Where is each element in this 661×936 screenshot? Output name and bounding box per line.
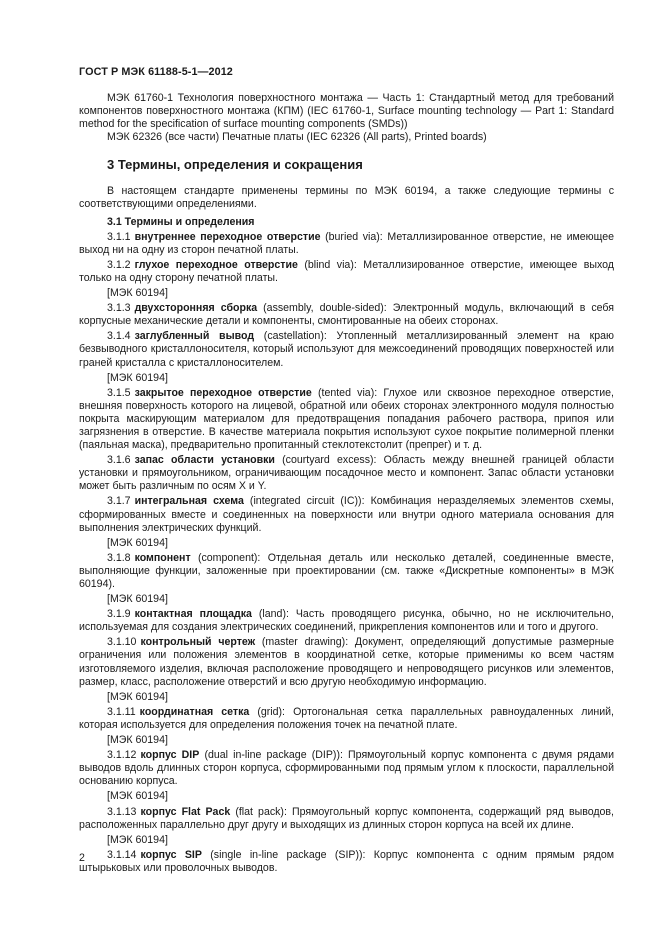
term-entry	[79, 849, 614, 875]
term-number: 3.1.13	[107, 805, 137, 818]
term-number: 3.1.8	[107, 551, 131, 564]
term-number: 3.1.4	[107, 330, 131, 343]
term-definition: (master drawing): Документ, определяющий допустимые размерные ограничения или положения элементов в координатной сетке, которые применимы ко всем частям изготовляемого изделия, включая расположение проводящего и непроводящего рисунков или элементов, размер, класс, расположение отверстий и всю другую необходимую информацию.	[79, 636, 615, 688]
term-definition: (integrated circuit (IC)): Комбинация неразделяемых элементов схемы, сформированных вместе и соединенных на поверхности или внутри одного материала основания для выполнения электрических функций.	[79, 495, 614, 534]
term-name: корпус Flat Pack	[140, 805, 231, 818]
term-entry	[79, 608, 614, 634]
term-source: [МЭК 60194]	[107, 734, 168, 747]
term-entry	[79, 706, 614, 732]
term-source: [МЭК 60194]	[107, 790, 168, 803]
term-definition: (assembly, double-sided): Электронный модуль, включающий в себя корпусные механические детали и компоненты, смонтированные на обеих сторонах.	[79, 302, 614, 328]
term-number: 3.1.10	[107, 636, 137, 649]
term-name: закрытое переходное отверстие	[134, 386, 312, 399]
term-name: заглубленный вывод	[134, 330, 255, 343]
page-number: 2	[79, 852, 85, 864]
term-entry	[79, 495, 614, 534]
term-definition: (single in-line package (SIP)): Корпус компонента с одним прямым рядом штырьковых или проволочных выводов.	[79, 848, 614, 874]
term-source: [МЭК 60194]	[107, 593, 168, 606]
term-number: 3.1.2	[107, 258, 131, 271]
term-name: интегральная схема	[134, 495, 244, 508]
term-number: 3.1.1	[107, 230, 131, 243]
term-definition: (grid): Ортогональная сетка параллельных равноудаленных линий, которая используется для определения положения точек на печатной плате.	[79, 705, 614, 731]
content-column	[79, 92, 614, 877]
term-entry	[79, 749, 614, 788]
term-number: 3.1.12	[107, 749, 137, 762]
term-entry	[79, 231, 614, 257]
term-number: 3.1.7	[107, 495, 131, 508]
term-name: контрольный чертеж	[140, 636, 256, 649]
term-name: внутреннее переходное отверстие	[134, 230, 321, 243]
term-entry	[79, 302, 614, 328]
term-number: 3.1.9	[107, 608, 131, 621]
term-entry	[79, 806, 614, 832]
terms-list	[79, 231, 614, 875]
term-source: [МЭК 60194]	[107, 287, 168, 300]
term-definition: (tented via): Глухое или сквозное переходное отверстие, внешняя поверхность которого на лицевой, обратной или обеих сторонах электронного модуля полностью покрыта маскирующим материалом для предотвращения попадания рабочего раствора, припоя или загрязнения в отверстие. В качестве материала покрытия используют сухое покрытие полимерной пленки (паяльная маска), предварительно пропитанный стеклотекстолит (препрег) и т. д.	[79, 386, 614, 452]
term-name: глухое переходное отверстие	[134, 258, 298, 271]
term-number: 3.1.3	[107, 302, 131, 315]
normative-reference: МЭК 61760-1 Технология поверхностного монтажа — Часть 1: Стандартный метод для требований компонентов поверхностного монтажа (КПМ) (IEC 61760-1, Surface mounting technology — Part 1: Standard method for the specification of surface mounting components (SMDs))	[79, 92, 614, 131]
term-name: запас области установки	[134, 454, 275, 467]
section-intro: В настоящем стандарте применены термины по МЭК 60194, а также следующие термины с соответствующими определениями.	[79, 185, 614, 211]
term-source: [МЭК 60194]	[107, 833, 168, 846]
term-name: корпус SIP	[140, 848, 202, 861]
term-entry	[79, 454, 614, 493]
term-source: [МЭК 60194]	[107, 536, 168, 549]
term-entry	[79, 387, 614, 452]
term-source: [МЭК 60194]	[107, 371, 168, 384]
term-definition: (dual in-line package (DIP)): Прямоугольный корпус компонента с двумя рядами выводов вдоль длинных сторон корпуса, сформированными под прямым углом к плоскости, параллельной основанию корпуса.	[79, 749, 614, 788]
term-entry	[79, 330, 614, 369]
term-number: 3.1.11	[107, 705, 136, 718]
term-definition: (flat pack): Прямоугольный корпус компонента, содержащий ряд выводов, расположенных параллельно друг другу и выходящих из длинных сторон корпуса на всей их длине.	[79, 805, 615, 831]
term-source: [МЭК 60194]	[107, 690, 168, 703]
term-entry	[79, 552, 614, 591]
term-name: компонент	[134, 551, 191, 564]
term-definition: (component): Отдельная деталь или несколько деталей, соединенные вместе, выполняющие функции, заложенные при проектировании (см. также «Дискретные компоненты» в МЭК 60194).	[79, 551, 614, 590]
term-entry	[79, 636, 614, 688]
term-definition: (courtyard excess): Область между внешней границей области установки и прямоугольником, ограничивающим посадочное место и компонент. Запас области установки может быть различным по осям X и Y.	[79, 454, 614, 493]
term-name: координатная сетка	[139, 705, 250, 718]
term-number: 3.1.14	[107, 848, 137, 861]
section-title: 3 Термины, определения и сокращения	[107, 157, 363, 173]
term-entry	[79, 259, 614, 285]
term-definition: (buried via): Металлизированное отверстие, не имеющее выход ни на одну из сторон печатной платы.	[79, 230, 614, 256]
term-definition: (blind via): Металлизированное отверстие, имеющее выход только на одну сторону печатной платы.	[79, 258, 614, 284]
standard-header: ГОСТ Р МЭК 61188-5-1—2012	[79, 66, 233, 78]
term-name: корпус DIP	[140, 749, 200, 762]
term-definition: (castellation): Утопленный металлизированный элемент на краю безвыводного кристаллоносителя, который используют для межсоединений проводящих поверхностей или граней кристалла с кристаллоносителем.	[79, 330, 614, 369]
term-name: двухсторонняя сборка	[134, 302, 258, 315]
normative-reference: МЭК 62326 (все части) Печатные платы (IEC 62326 (All parts), Printed boards)	[107, 131, 487, 144]
term-name: контактная площадка	[134, 608, 252, 621]
term-definition: (land): Часть проводящего рисунка, обычно, но не исключительно, используемая для создания электрических соединений, прикрепления компонентов или и того и другого.	[79, 608, 614, 634]
subsection-title: 3.1 Термины и определения	[107, 215, 255, 228]
term-number: 3.1.6	[107, 454, 131, 467]
term-number: 3.1.5	[107, 386, 131, 399]
